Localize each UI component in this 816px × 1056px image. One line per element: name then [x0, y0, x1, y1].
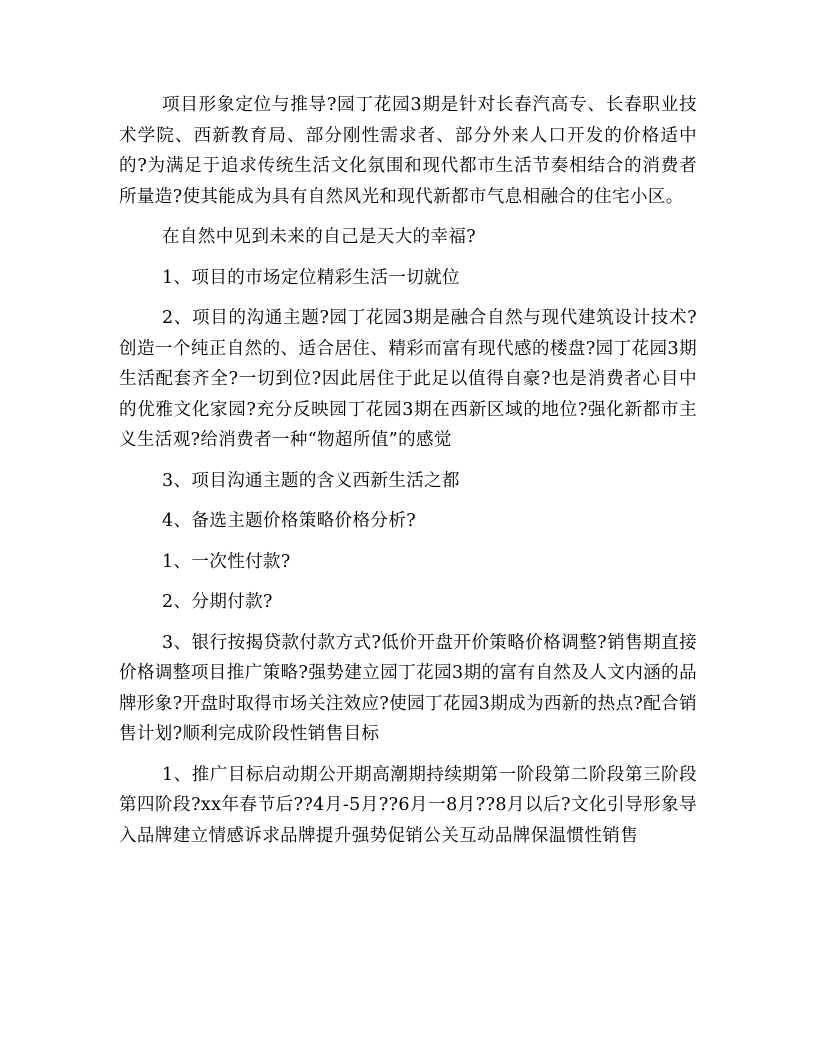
paragraph-positioning: 项目形象定位与推导?园丁花园3期是针对长春汽高专、长春职业技术学院、西新教育局、部分刚性需求者、部分外来人口开发的价格适中的?为满足于追求传统生活文化氛围和现代都市生活节奏相结合的消费者所量造?使其能成为具有自然风光和现代新都市气息相融合的住宅小区。 [119, 95, 697, 207]
paragraph-promotion-goals: 1、推广目标启动期公开期高潮期持续期第一阶段第二阶段第三阶段第四阶段?xx年春节后??4月-5月??6月一8月??8月以后?文化引导形象导入品牌建立情感诉求品牌提升强势促销公关互动品牌保温惯性销售 [119, 764, 697, 846]
paragraph-mortgage-strategy: 3、银行按揭贷款付款方式?低价开盘开价策略价格调整?销售期直接价格调整项目推广策略?强势建立园丁花园3期的富有自然及人文内涵的品牌形象?开盘时取得市场关注效应?使园丁花园3期成为西新的热点?配合销售计划?顺利完成阶段性销售目标 [119, 632, 697, 744]
document-body [119, 90, 697, 851]
paragraph-communication-theme: 2、项目的沟通主题?园丁花园3期是融合自然与现代建筑设计技术?创造一个纯正自然的、适合居住、精彩而富有现代感的楼盘?园丁花园3期生活配套齐全?一切到位?因此居住于此足以值得自豪?也是消费者心目中的优雅文化家园?充分反映园丁花园3期在西新区域的地位?强化新都市主义生活观?给消费者一种“物超所值”的感觉 [119, 308, 697, 450]
paragraph-slogan: 在自然中见到未来的自己是天大的幸福? [162, 227, 477, 247]
paragraph-price-analysis: 4、备选主题价格策略价格分析? [162, 511, 417, 531]
paragraph-market-position: 1、项目的市场定位精彩生活一切就位 [162, 267, 460, 288]
paragraph-theme-meaning: 3、项目沟通主题的含义西新生活之都 [162, 470, 460, 491]
paragraph-installment: 2、分期付款? [162, 592, 273, 612]
paragraph-lump-sum: 1、一次性付款? [162, 551, 291, 572]
